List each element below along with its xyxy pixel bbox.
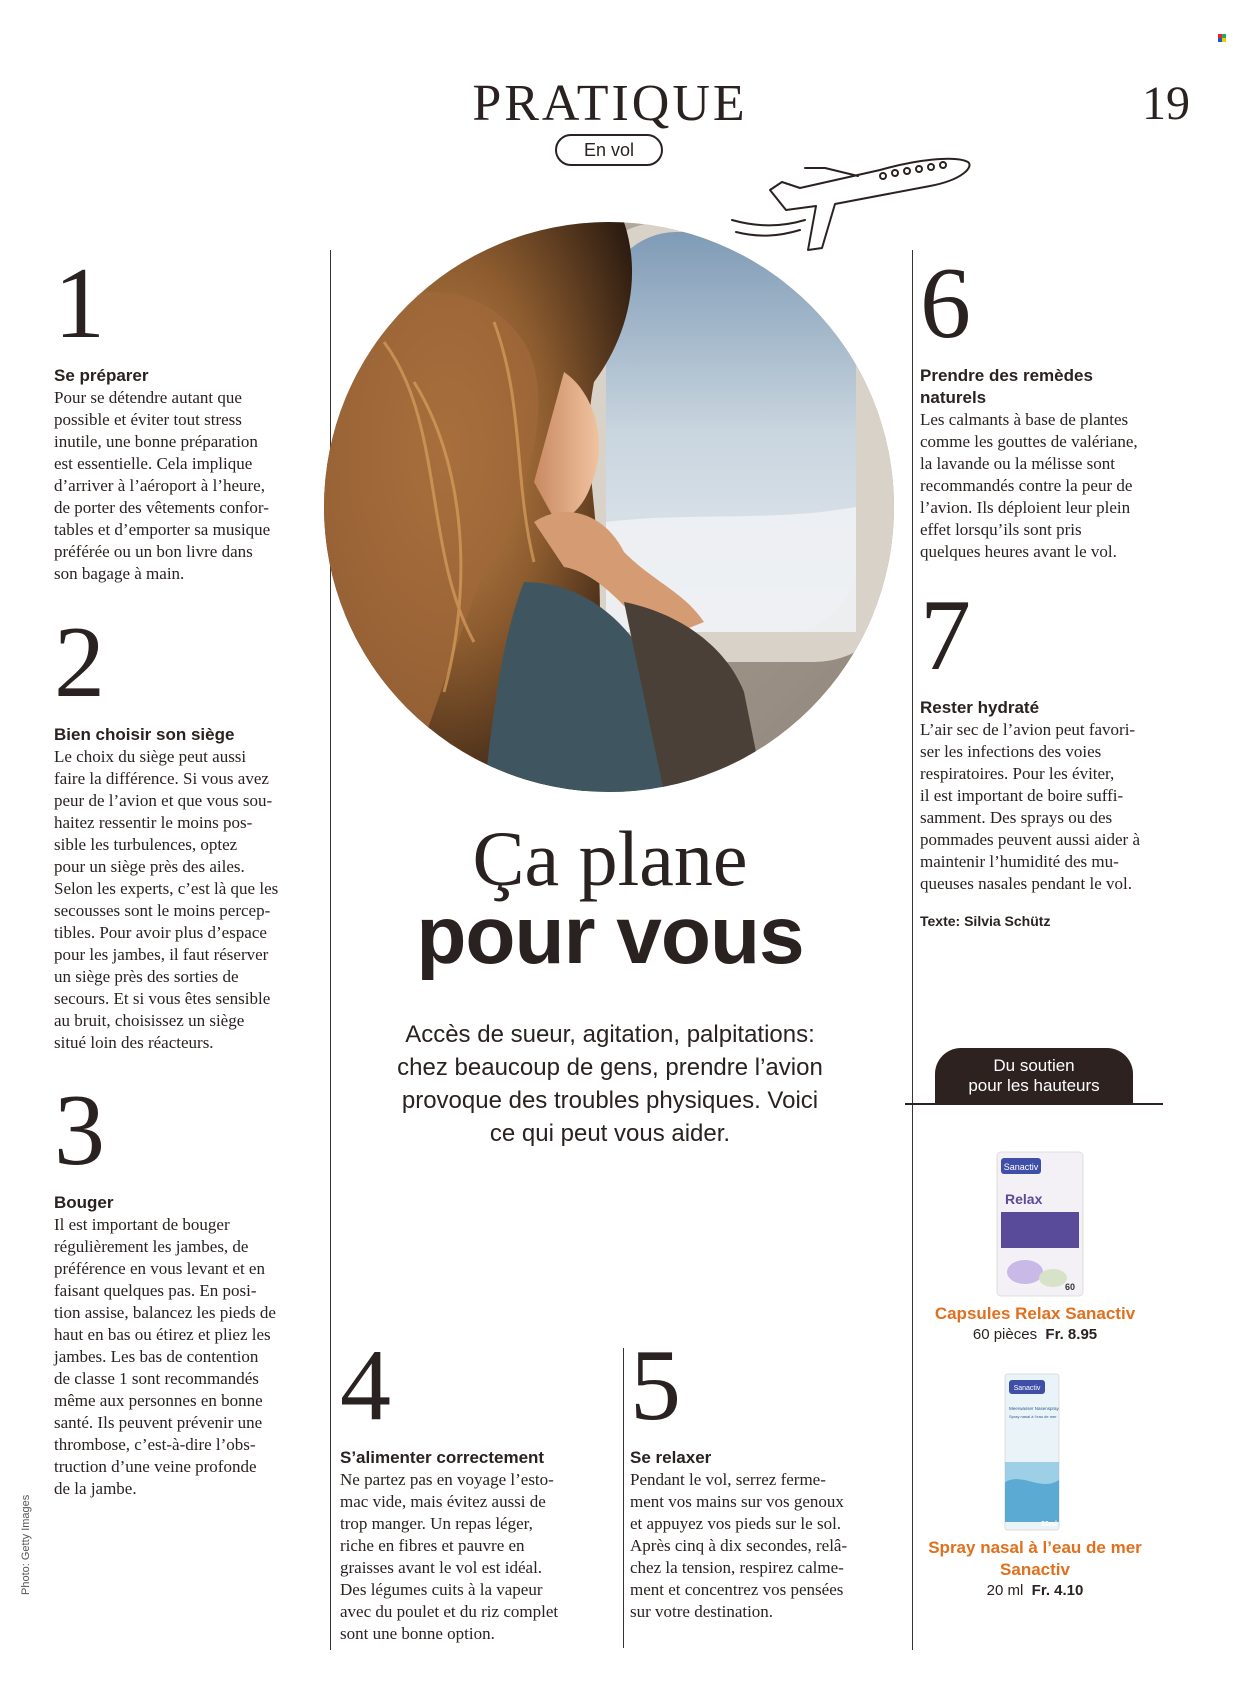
tip-number: 4 [340,1329,391,1442]
product-nasal-spray-image [1003,1372,1061,1532]
tip-number: 7 [920,579,971,692]
tip-title: Se relaxer [630,1448,712,1467]
product-name: Capsules Relax Sanactiv [934,1304,1136,1323]
tip-title: Bouger [54,1193,114,1212]
tip-title: Prendre des remèdes naturels [920,366,1093,407]
tip-body: Ne partez pas en voyage l’esto- mac vide, mais évitez aussi de trop manger. Un repas léger, riche en fibres et pauvre en graisses avant le vol est idéal. Des légumes cuits à la vapeur avec du poulet et du riz complet sont une bonne option. [340,1470,559,1643]
svg-text:Sanactiv: Sanactiv [1003,1162,1039,1172]
product-price: Fr. 8.95 [1045,1326,1098,1343]
product-price: Fr. 4.10 [1031,1582,1084,1599]
tip-body: Il est important de bouger régulièrement les jambes, de préférence en vous levant et en faisant quelques pas. En posi- tion assise, balancez les pieds de haut en bas ou étirez et pliez les jambes. Les bas de contention de classe 1 sont recommandés même aux personnes en bonne santé. Ils peuvent prévenir une thrombose, c’est-à-dire l’obs- truction d’une veine profonde de la jambe. [54,1215,276,1498]
page-number: 19 [1142,77,1190,130]
svg-text:Sanactiv: Sanactiv [1013,1385,1041,1392]
tip-title: Bien choisir son siège [54,725,235,744]
brand-mark-icon [1218,34,1226,42]
tip-number: 2 [54,606,105,719]
product-quantity: 60 pièces [972,1326,1038,1343]
tip-body: L’air sec de l’avion peut favori- ser les infections des voies respiratoires. Pour les éviter, il est important de boire suffi- samment. Des sprays ou des pommades peuvent aussi aider à maintenir l’humidité des mu- queuses nasales pendant le vol. [920,720,1140,893]
tip-body: Le choix du siège peut aussi faire la différence. Si vous avez peur de l’avion et que vous sou- haitez ressentir le moins pos- sible les turbulences, optez pour un siège près des ailes. Selon les experts, c’est là que les secousses sont le moins percep- tibles. Pour avoir plus d’espace pour les jambes, il faut réserver un siège près des sorties de secours. Et si vous êtes sensible au bruit, choisissez un siège situé loin des réacteurs. [54,747,279,1052]
product-relax-capsules-image [995,1150,1085,1298]
tip-body: Les calmants à base de plantes comme les gouttes de valériane, la lavande ou la mélisse sont recommandés contre la peur de l’avion. Ils déploient leur plein effet lorsqu’ils sont pris quelques heures avant le vol. [920,410,1138,561]
tip-number: 3 [54,1074,105,1187]
tip-body: Pendant le vol, serrez ferme- ment vos mains sur vos genoux et appuyez vos pieds sur le sol. Après cinq à dix secondes, relâ- chez la tension, respirez calme- ment et concentrez vos pensées sur votre destination. [630,1470,848,1621]
tip-title: S’alimenter correctement [340,1448,545,1467]
svg-text:60: 60 [1065,1282,1076,1292]
svg-text:Meerwasser Nasenspray: Meerwasser Nasenspray [1009,1406,1059,1411]
tip-1 [54,247,324,585]
product-name: Spray nasal à l’eau de mer Sanactiv [928,1538,1142,1579]
lead-paragraph: Accès de sueur, agitation, palpitations: chez beaucoup de gens, prendre l’avion provoque des troubles physiques. Voici ce qui peut vous aider. [397,1021,823,1147]
product-meta [905,1581,1165,1601]
tip-title: Se préparer [54,366,149,385]
product-1 [910,1303,1160,1345]
tip-body: Pour se détendre autant que possible et éviter tout stress inutile, une bonne préparation est essentielle. Cela implique d’arriver à l’aéroport à l’heure, de porter des vêtements confor- tables et d’emporter sa musique préférée ou un bon livre dans son bagage à main. [54,388,271,583]
svg-text:Relax: Relax [1005,1191,1043,1207]
tip-2 [54,606,324,1054]
tip-number: 5 [630,1329,681,1442]
tip-7 [920,579,1190,929]
product-quantity: 20 ml [986,1582,1024,1599]
divider-middle [623,1348,624,1648]
tip-title: Rester hydraté [920,698,1040,717]
divider-right [912,250,913,1650]
author-credit: Texte: Silvia Schütz [920,913,1051,929]
airplane-icon [730,140,980,260]
hero-photo [324,222,894,792]
tip-3 [54,1074,324,1500]
svg-text:20ml: 20ml [1041,1521,1057,1528]
section-title: PRATIQUE [472,75,748,132]
svg-text:Spray nasal à l’eau de mer: Spray nasal à l’eau de mer [1009,1414,1057,1419]
photo-credit: Photo: Getty Images [20,1494,32,1595]
headline-line-1: Ça plane [472,815,748,902]
subsection-pill: En vol [555,134,663,166]
tip-number: 6 [920,247,971,360]
tip-4 [340,1329,620,1645]
sidebar-rule [905,1103,1163,1105]
tip-6 [920,247,1190,563]
headline-line-2: pour vous [416,890,804,981]
tip-5 [630,1329,910,1623]
tip-number: 1 [54,247,105,360]
product-meta [910,1325,1160,1345]
sidebar-title: Du soutien pour les hauteurs [935,1048,1133,1104]
product-2 [905,1537,1165,1601]
